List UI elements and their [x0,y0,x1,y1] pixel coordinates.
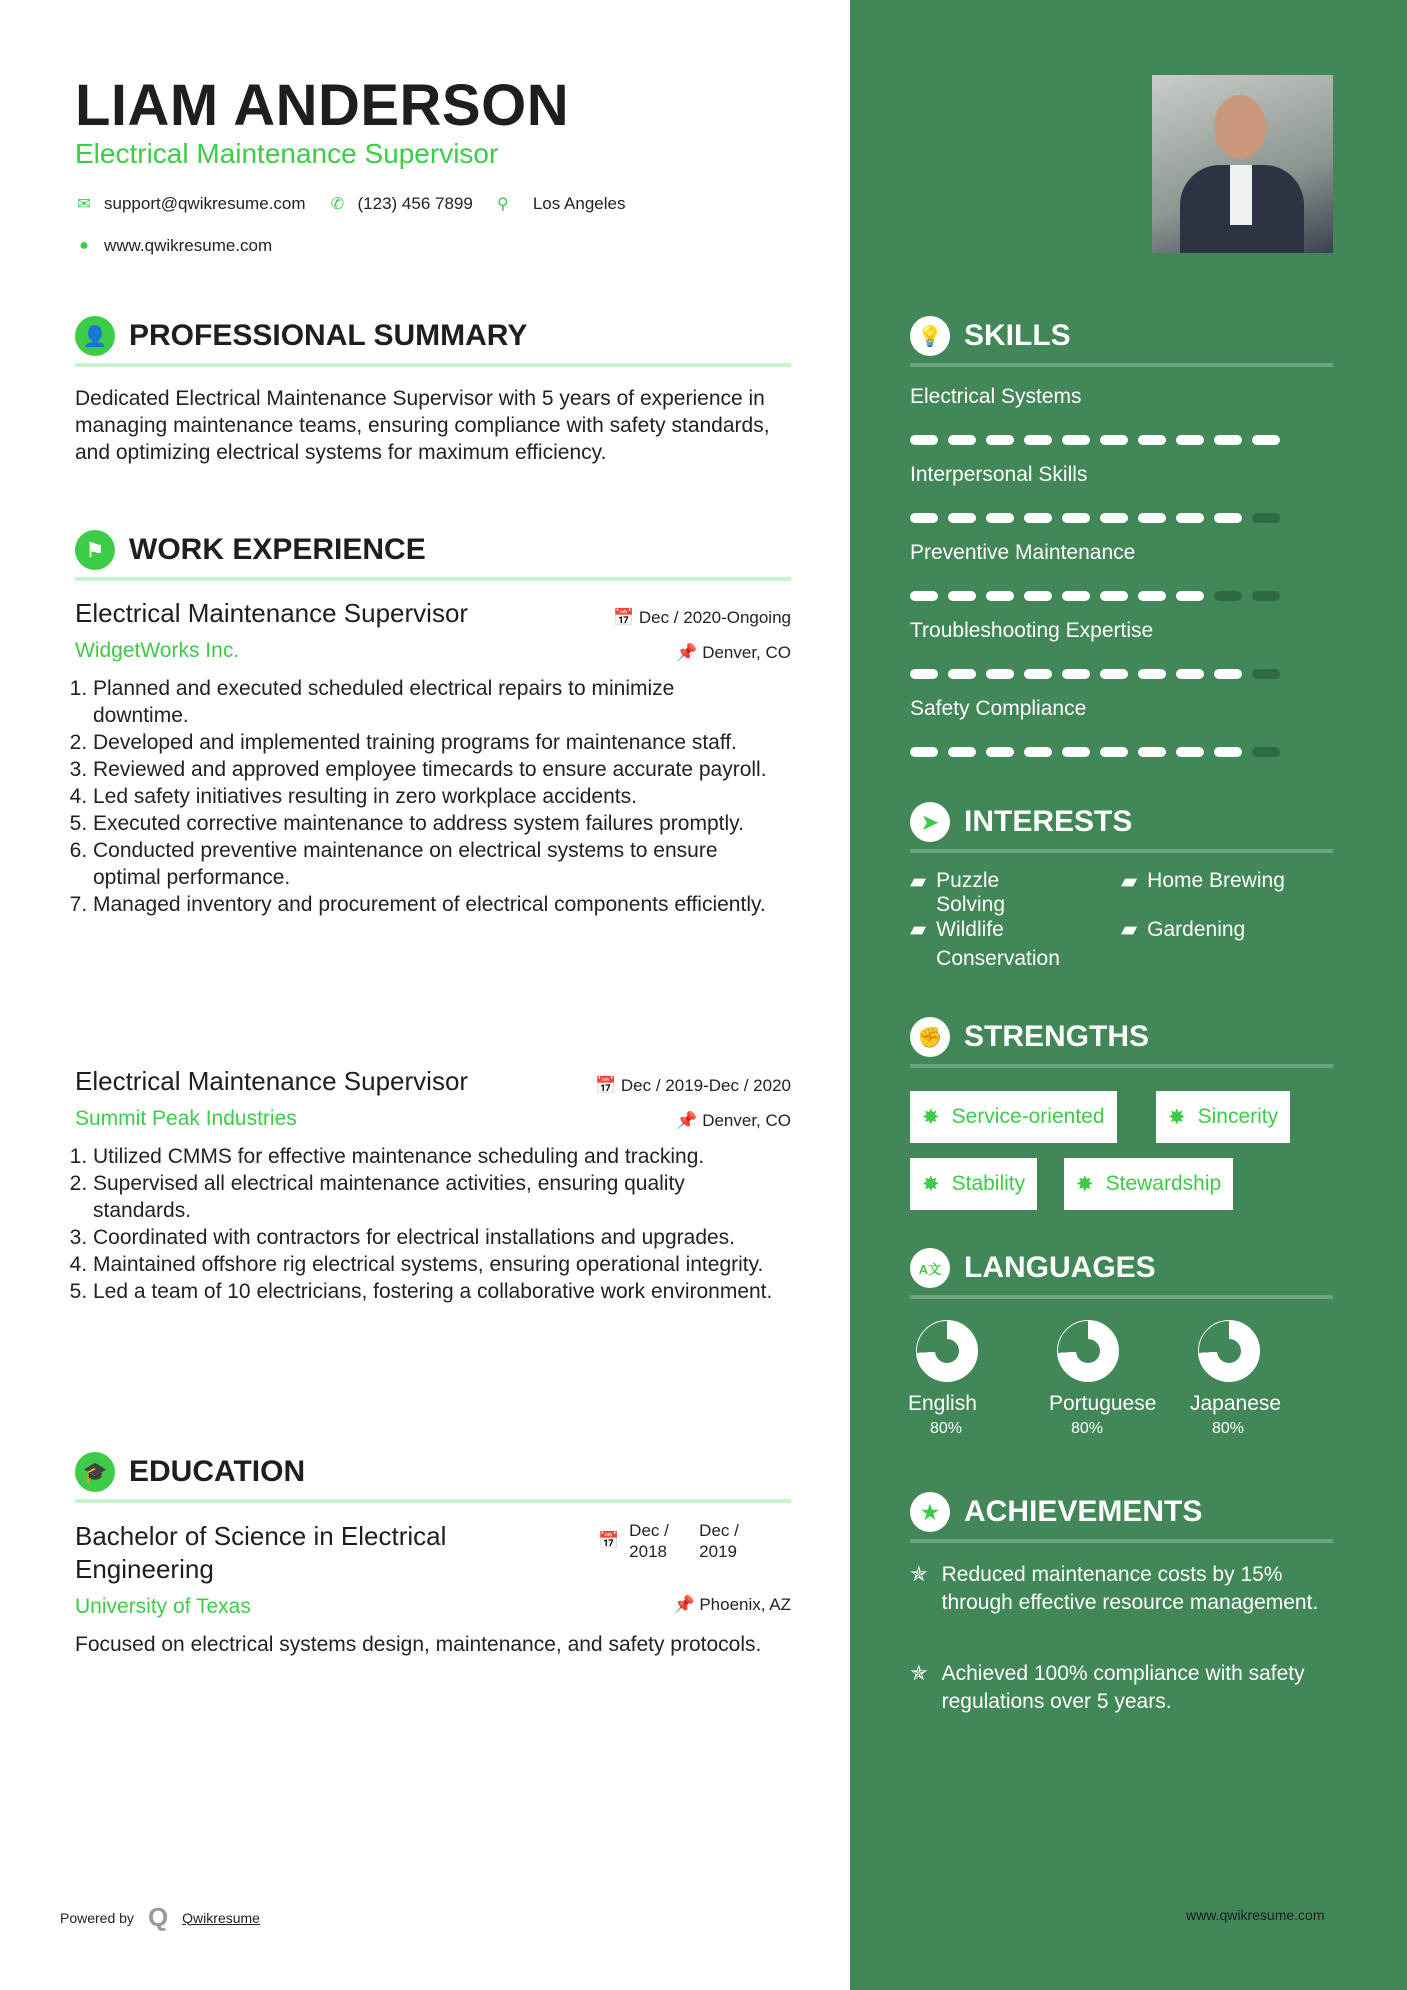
skill-level-dash [1024,591,1052,601]
skill-item [910,541,1333,619]
website-row [72,236,272,256]
pin-icon: 📌 [676,1111,703,1130]
language-percent: 80% [1212,1420,1245,1437]
language-item [908,1320,1038,1438]
badge-icon: ✸ [922,1105,940,1129]
company: WidgetWorks Inc. [75,639,240,662]
skill-level-dash [1062,435,1090,445]
section-education-heading: 🎓 EDUCATION [75,1452,305,1492]
skill-level-bar [910,747,1333,757]
skills-list [910,385,1333,775]
section-skills-heading: 💡 SKILLS [910,316,1071,356]
skill-level-dash [1100,669,1128,679]
skill-level-dash [948,591,976,601]
divider [75,577,791,581]
job-location: 📌 Denver, CO [676,643,791,662]
profile-photo [1152,75,1333,253]
strength-tag: ✸ Sincerity [1156,1091,1290,1143]
section-interests-heading: ➤ INTERESTS [910,802,1132,842]
section-achievements-heading: ★ ACHIEVEMENTS [910,1492,1202,1532]
skill-level-dash [1138,435,1166,445]
achievement-item: ✯ Achieved 100% compliance with safety regulations over 5 years. [910,1660,1340,1716]
skill-level-bar [910,513,1333,523]
skill-level-dash [1214,513,1242,523]
job-title: Electrical Maintenance Supervisor [75,598,469,628]
skill-level-dash [1252,513,1280,523]
star-icon: ★ [910,1492,950,1532]
book-icon: ▰ [1121,870,1138,893]
job-dates: 📅 Dec / 2019-Dec / 2020 [595,1076,791,1095]
language-donut [1198,1320,1260,1382]
skill-level-dash [1214,435,1242,445]
language-donut [1057,1320,1119,1382]
language-item [1049,1320,1179,1438]
skill-level-bar [910,591,1333,601]
education-location: 📌 Phoenix, AZ [673,1595,791,1614]
skill-level-dash [948,669,976,679]
skill-level-dash [910,435,938,445]
language-percent: 80% [930,1420,963,1437]
qwikresume-logo-icon: Q [147,1902,169,1932]
interest-item: ▰ Gardening [1121,915,1321,944]
calendar-icon: 📅 [612,608,639,627]
skill-level-dash [1024,513,1052,523]
skill-level-dash [1062,747,1090,757]
skill-level-dash [948,435,976,445]
language-donut [916,1320,978,1382]
phone[interactable]: (123) 456 7899 [357,194,473,213]
skill-label: Preventive Maintenance [910,541,1136,564]
skill-level-dash [986,669,1014,679]
skill-level-dash [1214,747,1242,757]
user-icon: 👤 [75,316,115,356]
job-entry [75,1066,791,1305]
skill-label: Electrical Systems [910,385,1082,408]
skill-level-dash [1138,747,1166,757]
job-title: Electrical Maintenance Supervisor [75,1066,469,1096]
summary-text: Dedicated Electrical Maintenance Supervisor with 5 years of experience in managing maintenance teams, ensuring compliance with safety standards, and optimizing electrical systems for maximum efficiency. [75,387,770,464]
globe-icon: ● [79,237,89,254]
strength-tag: ✸ Service-oriented [910,1091,1117,1143]
strength-tag: ✸ Stability [910,1158,1037,1210]
graduate-icon: 🎓 [75,1452,115,1492]
skill-level-dash [1100,513,1128,523]
skill-item [910,385,1333,463]
skill-level-dash [1252,669,1280,679]
divider [75,363,791,367]
map-pin-icon: ⚲ [496,196,509,213]
skill-level-dash [1100,747,1128,757]
book-icon: ▰ [910,870,927,893]
fist-icon: ✊ [910,1017,950,1057]
interest-item: ▰ Puzzle Solving [910,869,1006,916]
skill-item [910,463,1333,541]
section-languages-heading: A文 LANGUAGES [910,1248,1156,1288]
divider [910,1539,1333,1543]
section-strengths-heading: ✊ STRENGTHS [910,1017,1149,1057]
job-dates: 📅 Dec / 2020-Ongoing [612,608,791,627]
skill-level-dash [910,747,938,757]
candidate-title: Electrical Maintenance Supervisor [75,138,499,169]
degree: Bachelor of Science in Electrical Engineering [75,1521,447,1584]
skill-level-dash [1176,513,1204,523]
skill-item [910,697,1333,775]
skill-level-dash [1138,669,1166,679]
skill-label: Troubleshooting Expertise [910,619,1154,642]
skill-level-dash [1024,747,1052,757]
pin-icon: 📌 [676,643,703,662]
envelope-icon: ✉ [77,196,91,213]
lightbulb-icon: 💡 [910,316,950,356]
candidate-name: LIAM ANDERSON [75,73,570,138]
skill-item [910,619,1333,697]
badge-icon: ✸ [922,1172,940,1196]
skill-level-dash [1100,591,1128,601]
skill-level-dash [910,591,938,601]
star-icon: ✯ [910,1563,928,1586]
achievement-item: ✯ Reduced maintenance costs by 15% through effective resource management. [910,1561,1340,1617]
badge-icon: ✸ [1168,1105,1186,1129]
powered-by: Powered by [60,1909,134,1926]
language-item [1190,1320,1320,1438]
location: Los Angeles [532,194,626,213]
company: Summit Peak Industries [75,1107,297,1130]
divider [75,1499,791,1503]
education-dates: 📅 Dec / 2018 Dec / 2019 [598,1521,739,1561]
book-icon: ▰ [1121,918,1138,941]
divider [910,363,1333,367]
skill-level-dash [1138,591,1166,601]
skill-level-dash [948,513,976,523]
skill-level-dash [986,747,1014,757]
skill-level-bar [910,435,1333,445]
job-bullets: 1. Utilized CMMS for effective maintenance scheduling and tracking. 2. Supervised all electrical maintenance activities, ensuring quality standards. 3. Coordinated with contractors for electrical installations and upgrades. 4. Maintained offshore rig electrical systems, ensuring operational integrity. 5. Led a team of 10 electricians, fostering a collaborative work environment. [75,1143,785,1305]
skill-level-dash [910,513,938,523]
skill-level-dash [1176,591,1204,601]
qwikresume-link[interactable]: Qwikresume [182,1909,260,1926]
divider [910,1295,1333,1299]
skill-level-dash [1252,591,1280,601]
school: University of Texas [75,1595,251,1618]
skill-level-dash [1214,591,1242,601]
section-summary-heading: 👤 PROFESSIONAL SUMMARY [75,316,527,356]
skill-level-bar [910,669,1333,679]
section-experience-heading: ⚑ WORK EXPERIENCE [75,530,426,570]
phone-icon: ✆ [330,196,345,213]
skill-level-dash [986,435,1014,445]
education-text: Focused on electrical systems design, maintenance, and safety protocols. [75,1633,762,1656]
pin-icon: 📌 [673,1595,700,1614]
badge-icon: ✸ [1076,1172,1094,1196]
star-icon: ✯ [910,1662,928,1685]
contact-row [72,194,625,214]
skill-level-dash [1252,435,1280,445]
email[interactable]: support@qwikresume.com [104,194,306,213]
divider [910,1064,1333,1068]
skill-level-dash [948,747,976,757]
footer-left [60,1902,260,1933]
skill-level-dash [1176,669,1204,679]
interest-item: ▰ Home Brewing [1121,869,1285,893]
language-percent: 80% [1071,1420,1104,1437]
skill-level-dash [1176,435,1204,445]
book-icon: ▰ [910,918,927,941]
skill-level-dash [1062,513,1090,523]
skill-level-dash [1024,669,1052,679]
skill-level-dash [1062,669,1090,679]
language-name: English [908,1392,977,1415]
calendar-icon: 📅 [595,1076,621,1095]
skill-label: Interpersonal Skills [910,463,1088,486]
footer-site[interactable]: www.qwikresume.com [1186,1907,1325,1923]
website[interactable]: www.qwikresume.com [104,236,273,255]
language-name: Japanese [1190,1392,1282,1415]
calendar-icon: 📅 [598,1531,620,1550]
skill-level-dash [1024,435,1052,445]
divider [910,849,1333,853]
skill-level-dash [1252,747,1280,757]
skill-level-dash [986,591,1014,601]
skill-level-dash [1214,669,1242,679]
job-entry [75,598,791,918]
job-location: 📌 Denver, CO [676,1111,791,1130]
strength-tag: ✸ Stewardship [1064,1158,1233,1210]
language-name: Portuguese [1049,1392,1157,1415]
job-bullets: 1. Planned and executed scheduled electrical repairs to minimize downtime. 2. Developed and implemented training programs for maintenance staff. 3. Reviewed and approved employee timecards to ensure accurate payroll. 4. Led safety initiatives resulting in zero workplace accidents. 5. Executed corrective maintenance to address system failures promptly. 6. Conducted preventive maintenance on electrical systems to ensure optimal performance. 7. Managed inventory and procurement of electrical components efficiently. [75,675,775,918]
skill-level-dash [1062,591,1090,601]
skill-label: Safety Compliance [910,697,1087,720]
skill-level-dash [1100,435,1128,445]
paper-plane-icon: ➤ [910,802,950,842]
skill-level-dash [1138,513,1166,523]
skill-level-dash [1176,747,1204,757]
skill-level-dash [986,513,1014,523]
skill-level-dash [910,669,938,679]
chair-icon: ⚑ [75,530,115,570]
interest-item: ▰ Wildlife Conservation [910,915,1080,973]
translate-icon: A文 [910,1248,950,1288]
